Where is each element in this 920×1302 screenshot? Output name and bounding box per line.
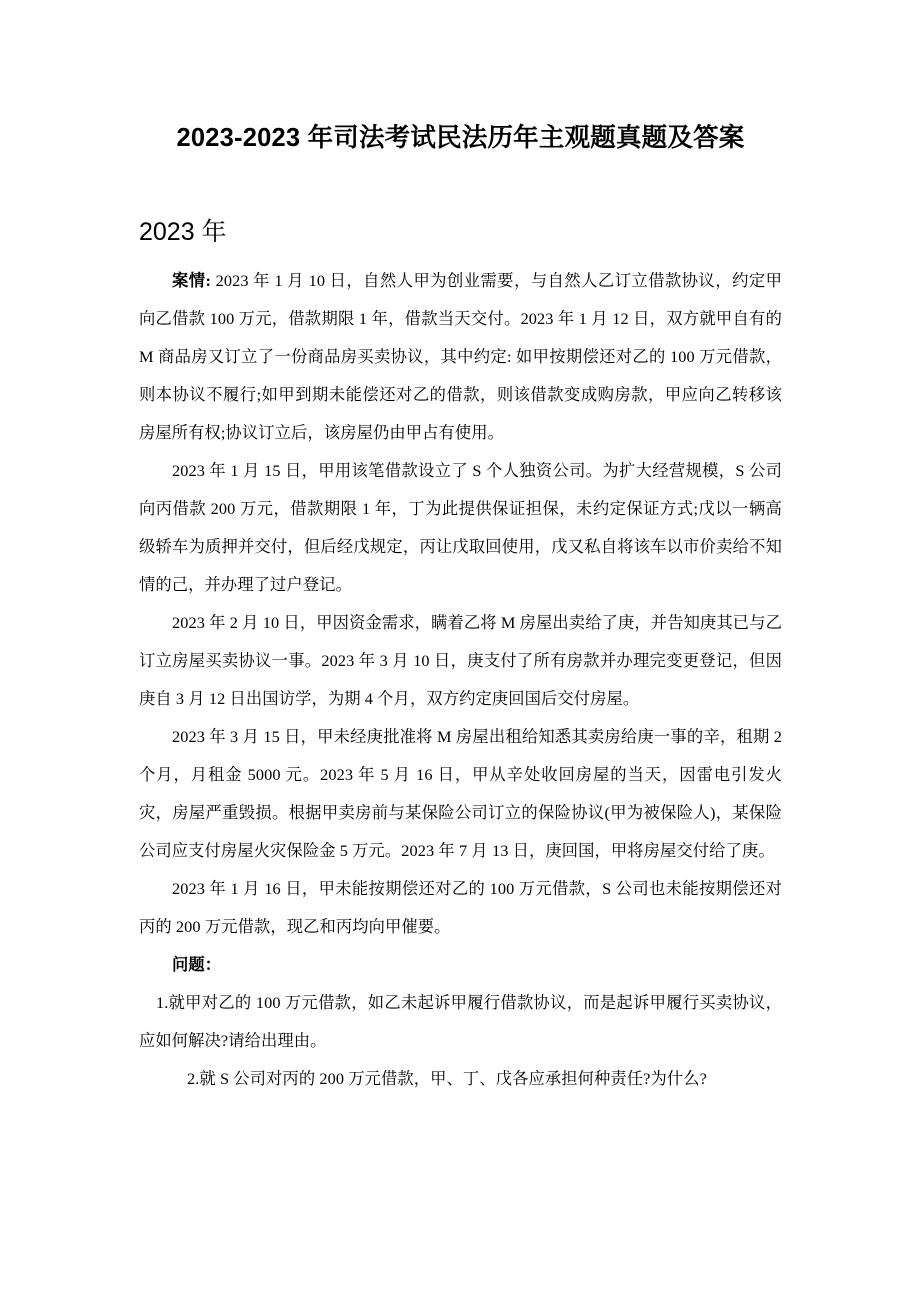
question-text: 1.就甲对乙的 100 万元借款，如乙未起诉甲履行借款协议，而是起诉甲履行买卖协议，应如何解决?请给出理由。 (139, 993, 782, 1050)
paragraph-case-facts-2 (139, 452, 782, 604)
question-text: 2.就 S 公司对丙的 200 万元借款，甲、丁、戊各应承担何种责任?为什么? (187, 1069, 707, 1088)
question-item-1 (139, 984, 782, 1060)
paragraph-text: 2023 年 2 月 10 日，甲因资金需求，瞒着乙将 M 房屋出卖给了庚，并告知庚其已与乙订立房屋买卖协议一事。2023 年 3 月 10 日，庚支付了所有房款并办理完变更登记，但因庚自 3 月 12 日出国访学，为期 4 个月，双方约定庚回国后交付房屋。 (139, 613, 782, 708)
paragraph-text: 2023 年 1 月 10 日，自然人甲为创业需要，与自然人乙订立借款协议，约定甲向乙借款 100 万元，借款期限 1 年，借款当天交付。2023 年 1 月 12 日，双方就甲自有的 M 商品房又订立了一份商品房买卖协议，其中约定: 如甲按期偿还对乙的 100 万元借款，则本协议不履行;如甲到期未能偿还对乙的借款，则该借款变成购房款，甲应向乙转移该房屋所有权;协议订立后，该房屋仍由甲占有使用。 (139, 271, 782, 442)
paragraph-text: 2023 年 3 月 15 日，甲未经庚批准将 M 房屋出租给知悉其卖房给庚一事的辛，租期 2 个月，月租金 5000 元。2023 年 5 月 16 日，甲从辛处收回房屋的当天，因雷电引发火灾，房屋严重毁损。根据甲卖房前与某保险公司订立的保险协议(甲为被保险人)，某保险公司应支付房屋火灾保险金 5 万元。2023 年 7 月 13 日，庚回国，甲将房屋交付给了庚。 (139, 727, 782, 860)
paragraph-text: 2023 年 1 月 15 日，甲用该笔借款设立了 S 个人独资公司。为扩大经营规模，S 公司向丙借款 200 万元，借款期限 1 年，丁为此提供保证担保，未约定保证方式;戊以一辆高级轿车为质押并交付，但后经戊规定，丙让戊取回使用，戊又私自将该车以市价卖给不知情的己，并办理了过户登记。 (139, 461, 782, 594)
question-item-2 (139, 1060, 782, 1098)
section-heading-year: 2023 年 (139, 218, 227, 246)
paragraph-case-facts-3 (139, 604, 782, 718)
questions-label-text: 问题： (172, 955, 222, 974)
paragraph-case-facts-1 (139, 262, 782, 452)
paragraph-case-facts-5 (139, 870, 782, 946)
page-title: 2023-2023 年司法考试民法历年主观题真题及答案 (176, 124, 745, 152)
body-text-block (139, 262, 782, 1098)
case-label: 案情: (172, 271, 212, 290)
questions-label (139, 946, 782, 984)
paragraph-text: 2023 年 1 月 16 日，甲未能按期偿还对乙的 100 万元借款，S 公司也未能按期偿还对丙的 200 万元借款，现乙和丙均向甲催要。 (139, 879, 782, 936)
paragraph-case-facts-4 (139, 718, 782, 870)
